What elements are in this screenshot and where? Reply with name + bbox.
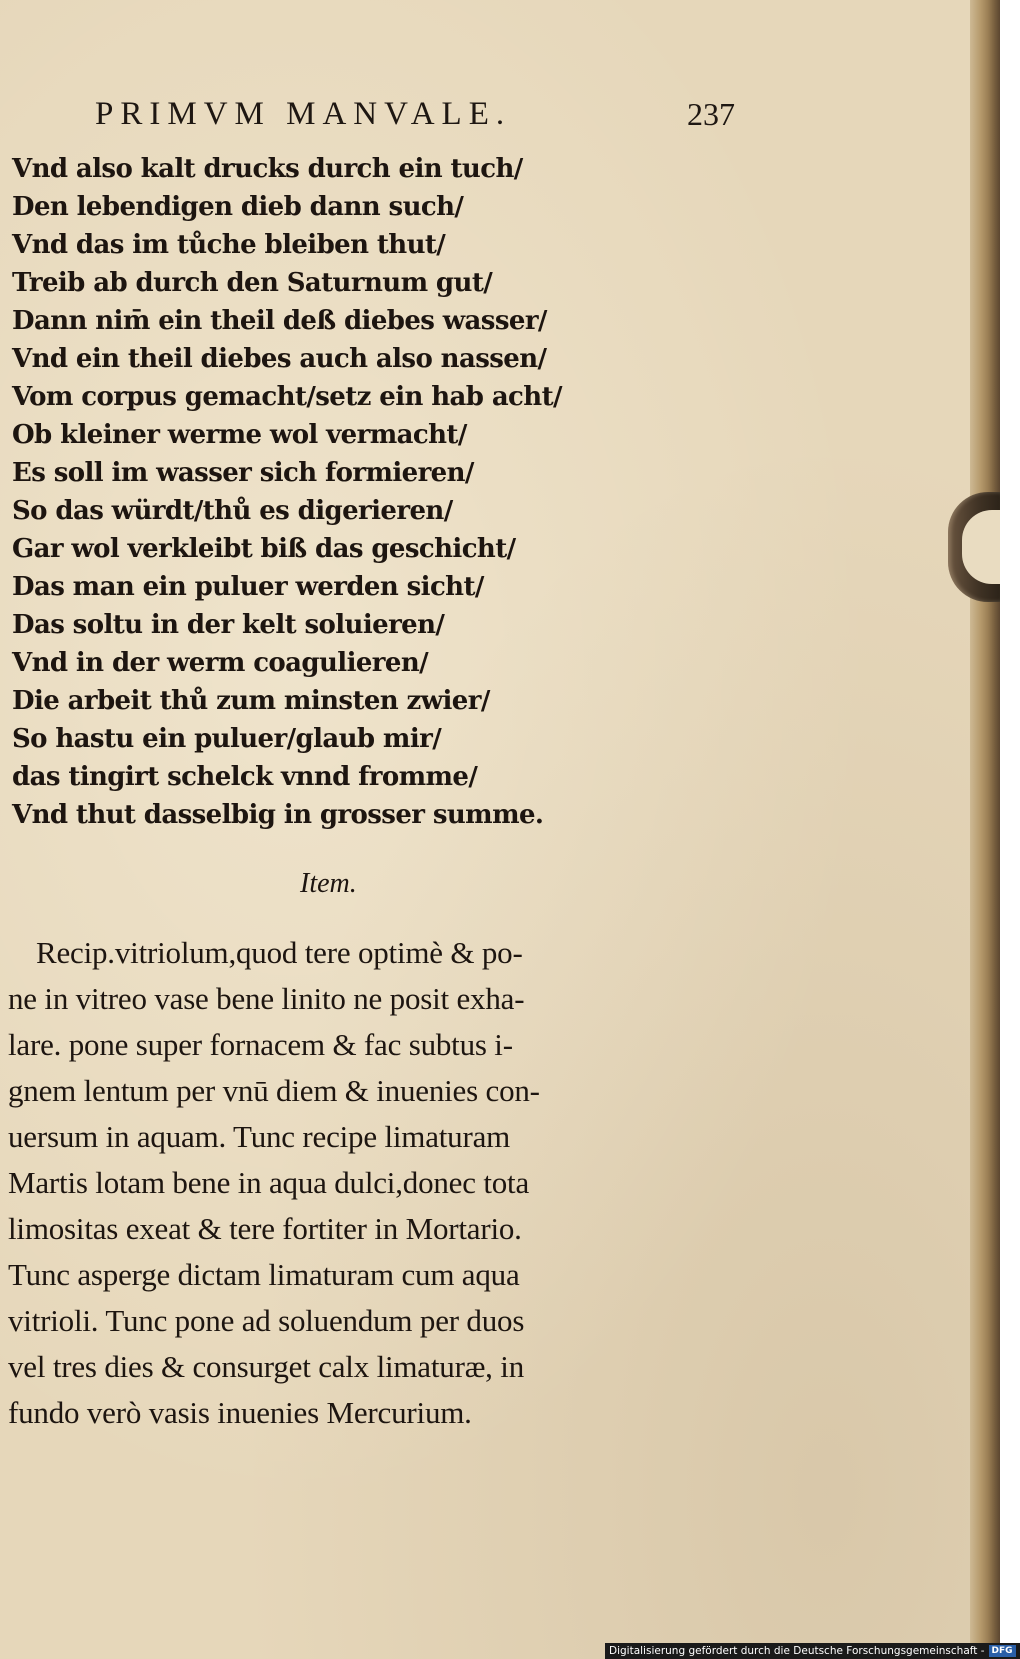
verse-line: Vnd ein theil diebes auch also nassen/: [12, 344, 547, 374]
page-header: [95, 96, 735, 144]
verse-line: Das soltu in der kelt soluieren/: [12, 610, 445, 640]
verse-line: Den lebendigen dieb dann such/: [12, 192, 464, 222]
paragraph-line: Recip.vitriolum,quod tere optimè & po-: [36, 935, 523, 970]
paragraph-line: lare. pone super fornacem & fac subtus i-: [8, 1027, 513, 1062]
verse-line: Ob kleiner werme wol vermacht/: [12, 420, 467, 450]
dfg-logo: DFG: [989, 1645, 1016, 1657]
paragraph-line: fundo verò vasis inuenies Mercurium.: [8, 1395, 472, 1430]
latin-paragraph: [8, 930, 708, 1436]
verse-line: So hastu ein puluer/glaub mir/: [12, 724, 442, 754]
paragraph-line: gnem lentum per vnū diem & inuenies con-: [8, 1073, 540, 1108]
verse-line: Vnd in der werm coagulieren/: [12, 648, 429, 678]
verse-line: So das würdt/thů es digerieren/: [12, 496, 453, 526]
paragraph-line: limositas exeat & tere fortiter in Mortario.: [8, 1211, 522, 1246]
verse-line: Treib ab durch den Saturnum gut/: [12, 268, 493, 298]
verse-line: Die arbeit thů zum minsten zwier/: [12, 686, 490, 716]
verse-line: Das man ein puluer werden sicht/: [12, 572, 484, 602]
verse-line: das tingirt schelck vnnd fromme/: [12, 762, 478, 792]
paragraph-line: vel tres dies & consurget calx limaturæ, in: [8, 1349, 524, 1384]
page-edge: [970, 0, 1000, 1659]
paragraph-line: ne in vitreo vase bene linito ne posit exha-: [8, 981, 525, 1016]
page-number: 237: [687, 96, 735, 132]
verse-line: Es soll im wasser sich formieren/: [12, 458, 474, 488]
verse-block: [12, 150, 652, 834]
verse-line: Vnd das im tůche bleiben thut/: [12, 230, 446, 260]
verse-line: Gar wol verkleibt biß das geschicht/: [12, 534, 516, 564]
running-title: PRIMVM MANVALE.: [95, 96, 512, 132]
verse-line: Vom corpus gemacht/setz ein hab acht/: [12, 382, 562, 412]
paragraph-line: vitrioli. Tunc pone ad soluendum per duos: [8, 1303, 525, 1338]
paragraph-line: Tunc asperge dictam limaturam cum aqua: [8, 1257, 520, 1292]
paragraph-line: uersum in aquam. Tunc recipe limaturam: [8, 1119, 511, 1154]
verse-line: Vnd also kalt drucks durch ein tuch/: [12, 154, 523, 184]
paragraph-line: Martis lotam bene in aqua dulci,donec tota: [8, 1165, 530, 1200]
verse-line: Vnd thut dasselbig in grosser summe.: [12, 800, 544, 830]
digitization-credit: [605, 1643, 1020, 1659]
section-heading: Item.: [300, 868, 357, 899]
verse-line: Dann nim̄ ein theil deß diebes wasser/: [12, 306, 547, 336]
credit-text: Digitalisierung gefördert durch die Deutsche Forschungsgemeinschaft -: [609, 1645, 985, 1657]
